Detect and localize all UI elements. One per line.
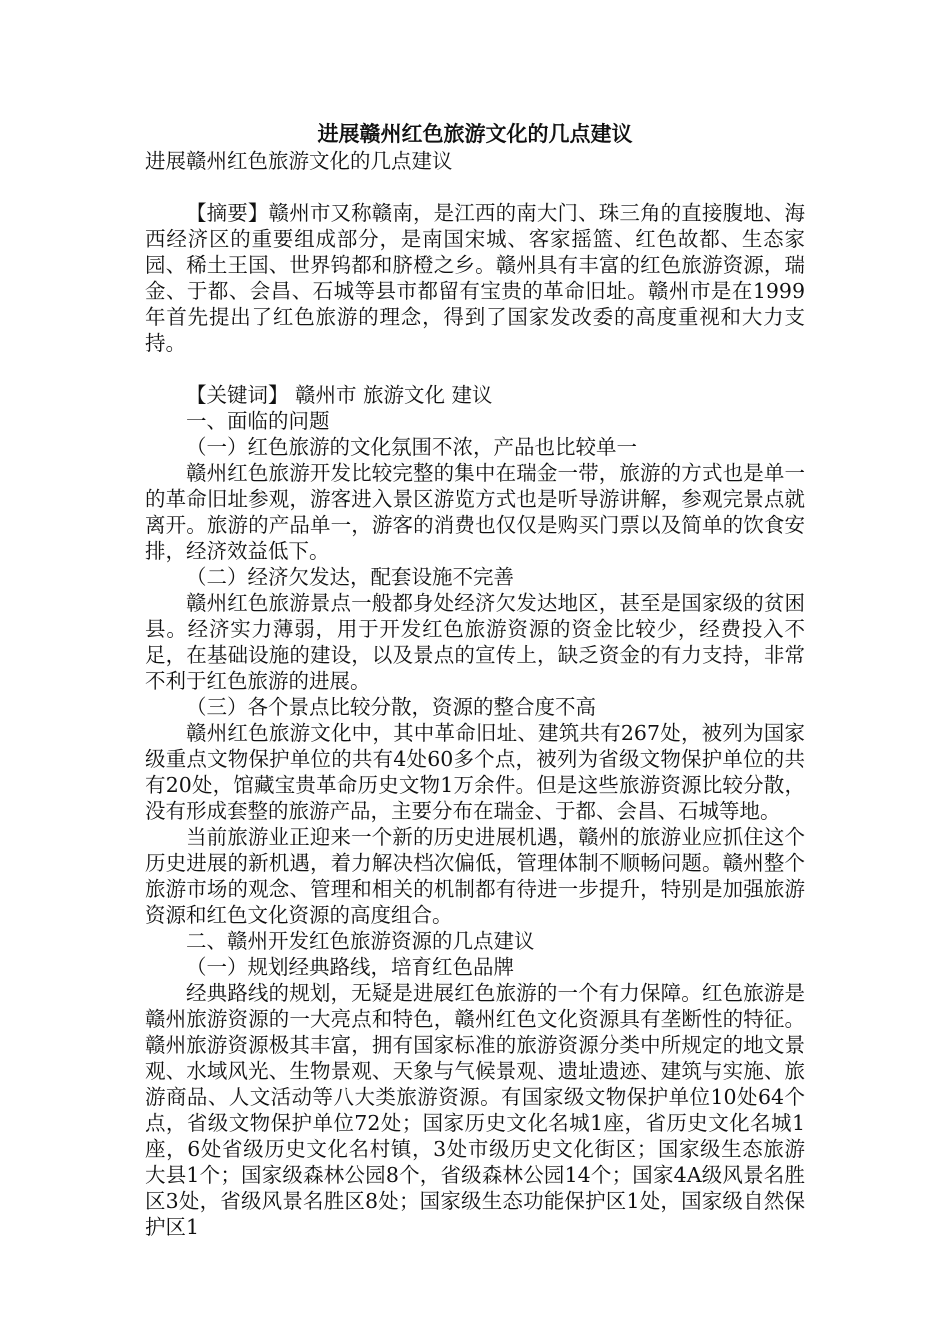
spacer bbox=[145, 356, 805, 382]
document-subtitle: 进展赣州红色旅游文化的几点建议 bbox=[145, 149, 453, 173]
subsection-heading-1: （一）红色旅游的文化氛围不浓，产品也比较单一 bbox=[186, 435, 637, 459]
subsection-heading-2: （二）经济欠发达，配套设施不完善 bbox=[186, 565, 514, 589]
spacer bbox=[145, 174, 805, 200]
section-heading-2: 二、赣州开发红色旅游资源的几点建议 bbox=[186, 929, 535, 953]
subsection-heading-3: （三）各个景点比较分散，资源的整合度不高 bbox=[186, 695, 596, 719]
body-paragraph-3: 赣州红色旅游文化中，其中革命旧址、建筑共有267处，被列为国家级重点文物保护单位的共有4处60多个点，被列为省级文物保护单位的共有20处，馆藏宝贵革命历史文物1万余件。但是这些旅游资源比较分散，没有形成套整的旅游产品，主要分布在瑞金、于都、会昌、石城等地。 bbox=[145, 721, 805, 823]
body-paragraph-4: 当前旅游业正迎来一个新的历史进展机遇，赣州的旅游业应抓住这个历史进展的新机遇，着力解决档次偏低，管理体制不顺畅问题。赣州整个旅游市场的观念、管理和相关的机制都有待进一步提升，特别是加强旅游资源和红色文化资源的高度组合。 bbox=[145, 825, 805, 927]
body-paragraph-1: 赣州红色旅游开发比较完整的集中在瑞金一带，旅游的方式也是单一的革命旧址参观，游客进入景区游览方式也是听导游讲解，参观完景点就离开。旅游的产品单一，游客的消费也仅仅是购买门票以及简单的饮食安排，经济效益低下。 bbox=[145, 461, 805, 563]
subsection-heading-4: （一）规划经典路线，培育红色品牌 bbox=[186, 955, 514, 979]
document-page bbox=[145, 120, 805, 1240]
body-paragraph-5: 经典路线的规划，无疑是进展红色旅游的一个有力保障。红色旅游是赣州旅游资源的一大亮点和特色，赣州红色文化资源具有垄断性的特征。赣州旅游资源极其丰富，拥有国家标准的旅游资源分类中所规定的地文景观、水域风光、生物景观、天象与气候景观、遗址遗迹、建筑与实施、旅游商品、人文活动等八大类旅游资源。有国家级文物保护单位10处64个点，省级文物保护单位72处；国家历史文化名城1座，省历史文化名城1座，6处省级历史文化名村镇，3处市级历史文化街区；国家级生态旅游大县1个；国家级森林公园8个，省级森林公园14个；国家4A级风景名胜区3处，省级风景名胜区8处；国家级生态功能保护区1处，国家级自然保护区1 bbox=[145, 981, 805, 1239]
section-heading-1: 一、面临的问题 bbox=[186, 409, 330, 433]
keywords-line: 【关键词】 赣州市 旅游文化 建议 bbox=[186, 383, 493, 407]
abstract-paragraph: 【摘要】赣州市又称赣南，是江西的南大门、珠三角的直接腹地、海西经济区的重要组成部分，是南国宋城、客家摇篮、红色故都、生态家园、稀土王国、世界钨都和脐橙之乡。赣州具有丰富的红色旅游资源，瑞金、于都、会昌、石城等县市都留有宝贵的革命旧址。赣州市是在1999年首先提出了红色旅游的理念，得到了国家发改委的高度重视和大力支持。 bbox=[145, 201, 805, 355]
document-title: 进展赣州红色旅游文化的几点建议 bbox=[317, 121, 633, 146]
body-paragraph-2: 赣州红色旅游景点一般都身处经济欠发达地区，甚至是国家级的贫困县。经济实力薄弱，用于开发红色旅游资源的资金比较少，经费投入不足，在基础设施的建设，以及景点的宣传上，缺乏资金的有力支持，非常不利于红色旅游的进展。 bbox=[145, 591, 805, 693]
